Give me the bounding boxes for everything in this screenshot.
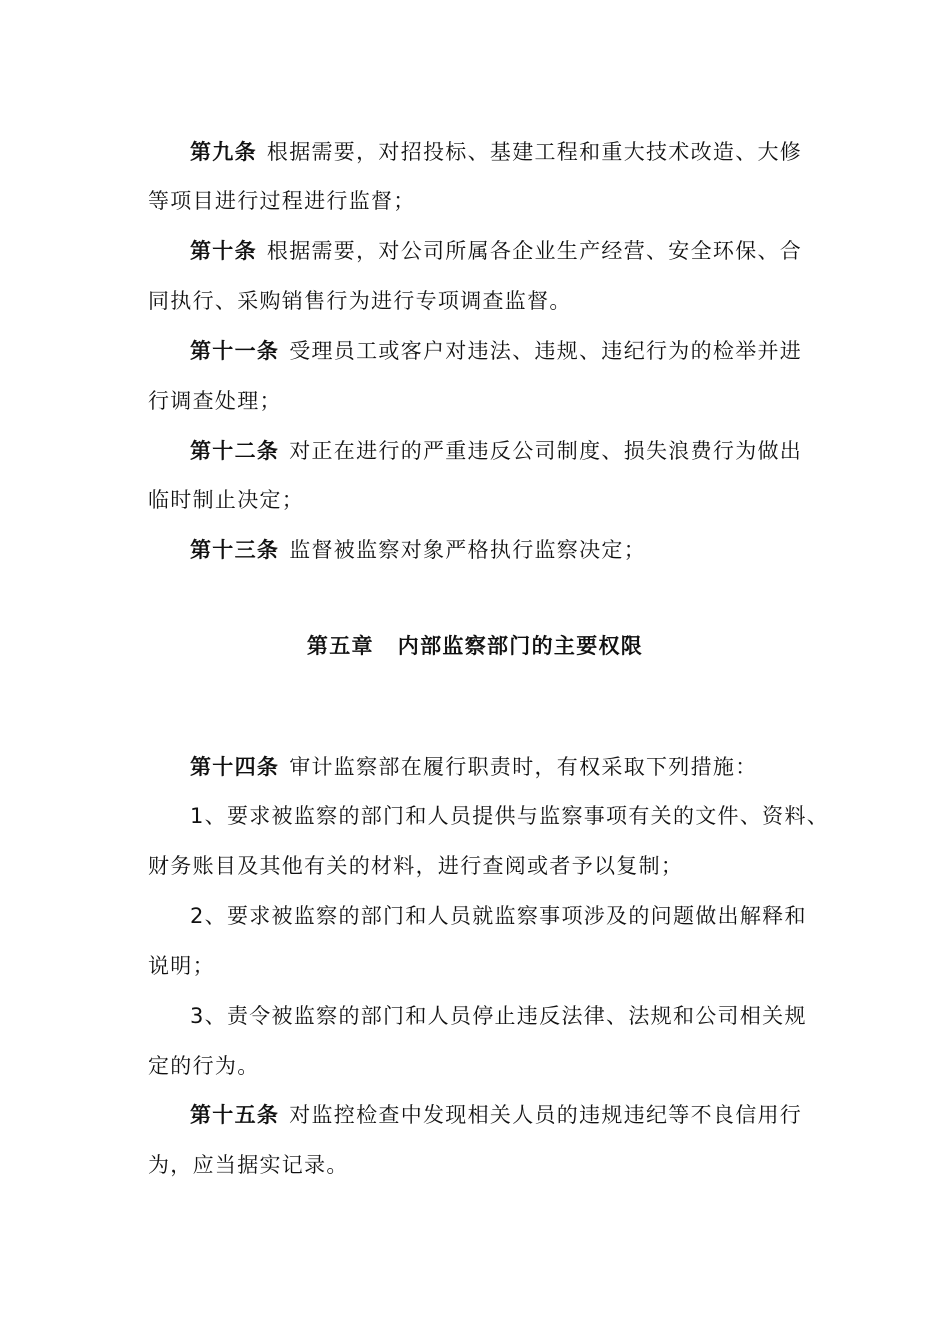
article-11-text-1: 受理员工或客户对违法、违规、违纪行为的检举并进 bbox=[289, 339, 803, 363]
chapter-title: 内部监察部门的主要权限 bbox=[397, 634, 644, 658]
article-15-text-1: 对监控检查中发现相关人员的违规违纪等不良信用行 bbox=[289, 1103, 803, 1127]
article-10-line-1 bbox=[190, 237, 860, 265]
article-14-line-1 bbox=[190, 753, 860, 781]
article-13-text-1: 监督被监察对象严格执行监察决定； bbox=[289, 538, 647, 562]
article-15-line-2: 为，应当据实记录。 bbox=[148, 1153, 349, 1177]
article-9-label: 第九条 bbox=[190, 140, 257, 164]
list-item-3-line-2: 定的行为。 bbox=[148, 1054, 260, 1078]
article-10-line-2: 同执行、采购销售行为进行专项调查监督。 bbox=[148, 289, 572, 313]
article-11-line-2: 行调查处理； bbox=[148, 389, 282, 413]
article-11-label: 第十一条 bbox=[190, 339, 280, 363]
article-12-label: 第十二条 bbox=[190, 439, 280, 463]
article-13-label: 第十三条 bbox=[190, 538, 280, 562]
article-9-line-1 bbox=[190, 138, 860, 166]
article-12-text-1: 对正在进行的严重违反公司制度、损失浪费行为做出 bbox=[289, 439, 803, 463]
article-14-text-1: 审计监察部在履行职责时，有权采取下列措施： bbox=[289, 755, 758, 779]
article-15-line-1 bbox=[190, 1101, 860, 1129]
article-12-line-1 bbox=[190, 437, 860, 465]
article-15-label: 第十五条 bbox=[190, 1103, 280, 1127]
list-item-3-line-1: 3、责令被监察的部门和人员停止违反法律、法规和公司相关规 bbox=[190, 1004, 807, 1028]
list-item-1-line-1: 1、要求被监察的部门和人员提供与监察事项有关的文件、资料、 bbox=[190, 804, 830, 828]
article-12-line-2: 临时制止决定； bbox=[148, 488, 305, 512]
article-10-text-1: 根据需要，对公司所属各企业生产经营、安全环保、合 bbox=[266, 239, 803, 263]
article-14-label: 第十四条 bbox=[190, 755, 280, 779]
list-item-2-line-2: 说明； bbox=[148, 954, 215, 978]
chapter-heading bbox=[0, 632, 950, 660]
article-10-label: 第十条 bbox=[190, 239, 257, 263]
article-9-line-2: 等项目进行过程进行监督； bbox=[148, 189, 416, 213]
chapter-number: 第五章 bbox=[306, 634, 374, 658]
list-item-1-line-2: 财务账目及其他有关的材料，进行查阅或者予以复制； bbox=[148, 854, 684, 878]
list-item-2-line-1: 2、要求被监察的部门和人员就监察事项涉及的问题做出解释和 bbox=[190, 904, 807, 928]
article-11-line-1 bbox=[190, 337, 860, 365]
article-13-line-1 bbox=[190, 536, 860, 564]
article-9-text-1: 根据需要，对招投标、基建工程和重大技术改造、大修 bbox=[266, 140, 803, 164]
